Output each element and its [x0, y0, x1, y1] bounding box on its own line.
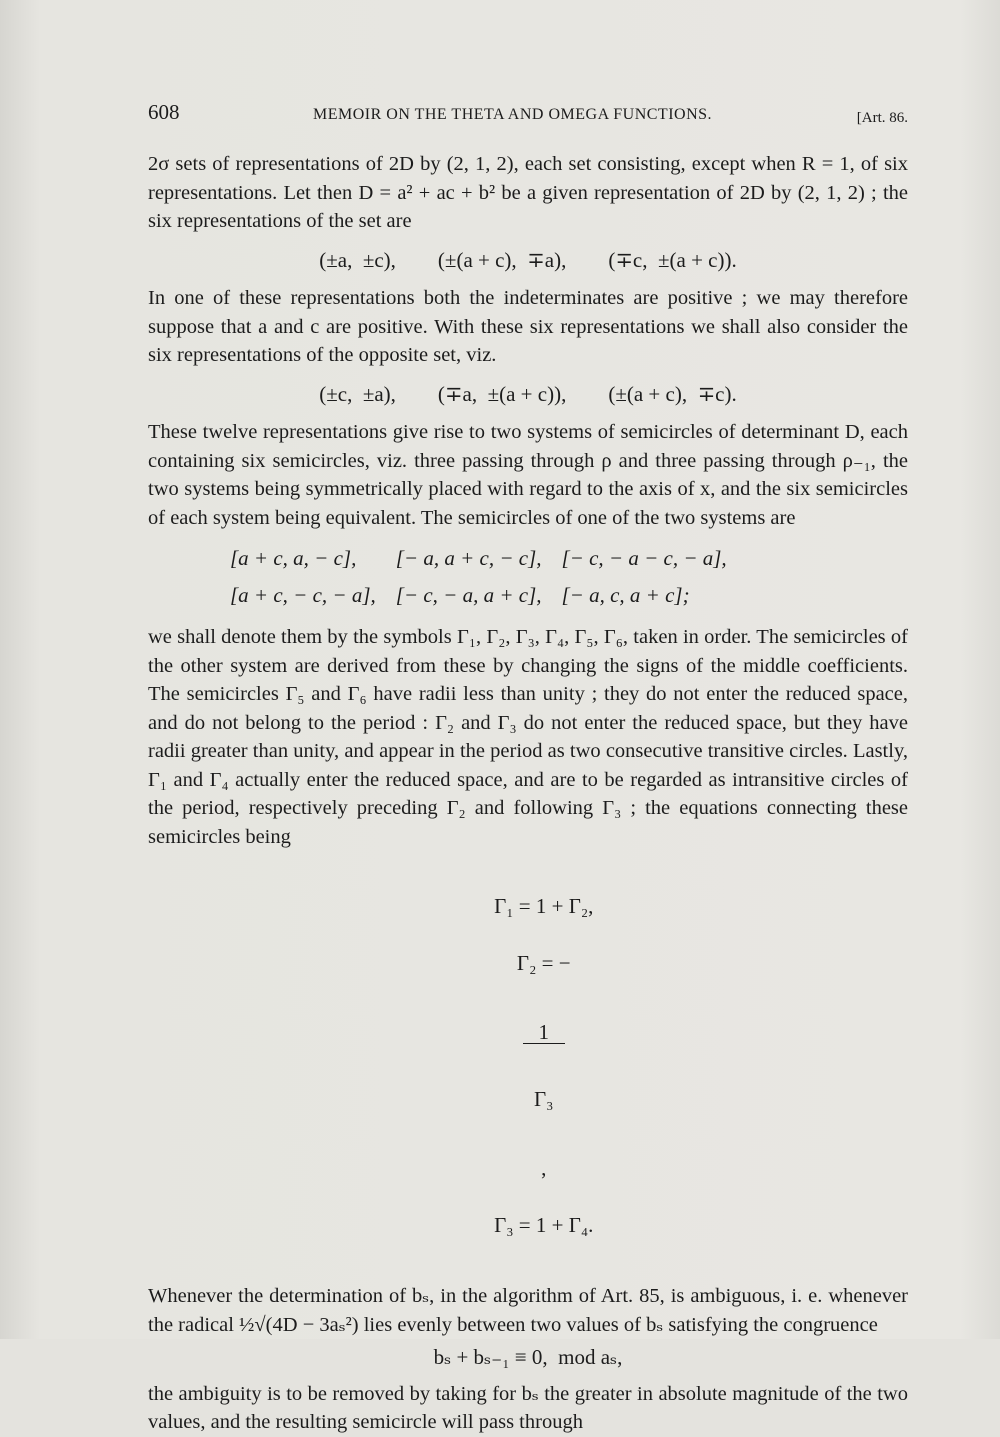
equation-1: (±a, ±c), (±(a + c), ∓a), (∓c, ±(a + c)).	[319, 247, 737, 272]
semicircle-table	[230, 540, 747, 613]
running-title: MEMOIR ON THE THETA AND OMEGA FUNCTIONS.	[313, 106, 713, 123]
equation-3-left: Γ₁ = 1 + Γ₂,	[494, 893, 594, 918]
equation-3-middle-lhs: Γ₂ = −	[516, 950, 571, 975]
paragraph-6: the ambiguity is to be removed by taking for bₛ the greater in absolute magnitude of the two values, and the resulting semicircle will pass through	[148, 1382, 908, 1433]
semicircle-cell: [− a, a + c, − c],	[395, 546, 542, 570]
equation-3-right: Γ₃ = 1 + Γ₄.	[494, 1213, 594, 1237]
paragraph-4: we shall denote them by the symbols Γ₁, Γ₂, Γ₃, Γ₄, Γ₅, Γ₆, taken in order. The semicircles of the other system are derived from these by changing the signs of the middle coefficients. The semicircles Γ₅ and Γ₆ have radii less than unity ; they do not enter the reduced space, and do not belong to the period : Γ₂ and Γ₃ do not enter the reduced space, but they have radii greater than unity, and appear in the period as two consecutive transitive circles. Lastly, Γ₁ and Γ₄ actually enter the reduced space, and are to be regarded as intransitive circles of the period, respectively preceding Γ₂ and following Γ₃ ; the equations connecting these semicircles being	[148, 626, 908, 848]
paragraph-3: These twelve representations give rise to two systems of semicircles of determinant D, each containing six semicircles, viz. three passing through ρ and three passing through ρ₋₁, the two systems being symmetrically placed with regard to the axis of x, and the six semicircles of each system being equivalent. The semicircles of one of the two systems are	[148, 421, 908, 529]
page-number: 608	[148, 100, 180, 124]
semicircle-cell: [− c, − a − c, − a],	[561, 546, 727, 570]
semicircle-cell: [a + c, a, − c],	[230, 546, 357, 570]
equation-2: (±c, ±a), (∓a, ±(a + c)), (±(a + c), ∓c).	[319, 381, 737, 406]
paragraph-2: In one of these representations both the indeterminates are positive ; we may therefore suppose that a and c are positive. With these six representations we shall also consider the six representations of the opposite set, viz.	[148, 287, 908, 366]
equation-4: bₛ + bₛ₋₁ ≡ 0, mod aₛ,	[433, 1345, 623, 1369]
semicircle-cell: [− a, c, a + c];	[561, 582, 690, 607]
semicircle-row	[230, 577, 747, 614]
running-header	[148, 100, 908, 130]
equation-3	[148, 863, 908, 1268]
fraction-denominator: Γ₃	[534, 1087, 554, 1111]
fraction-numerator: 1	[523, 1021, 565, 1044]
semicircle-cell: [a + c, − c, − a],	[230, 582, 376, 607]
paragraph-5: Whenever the determination of bₛ, in the algorithm of Art. 85, is ambiguous, i. e. whenever the radical ½√(4D − 3aₛ²) lies evenly between two values of bₛ satisfying the congruence	[148, 1285, 908, 1336]
article-reference: [Art. 86.	[856, 110, 908, 126]
paragraph-1: 2σ sets of representations of 2D by (2, 1, 2), each set consisting, except when R = 1, of six representations. Let then D = a² + ac + b² be a given representation of 2D by (2, 1, 2) ; the six representations of the set are	[148, 153, 908, 232]
semicircle-row	[230, 540, 747, 577]
fraction	[523, 977, 565, 1154]
body-text	[148, 150, 908, 1437]
semicircle-cell: [− c, − a, a + c],	[395, 582, 542, 607]
equation-3-middle-tail: ,	[541, 1156, 547, 1180]
